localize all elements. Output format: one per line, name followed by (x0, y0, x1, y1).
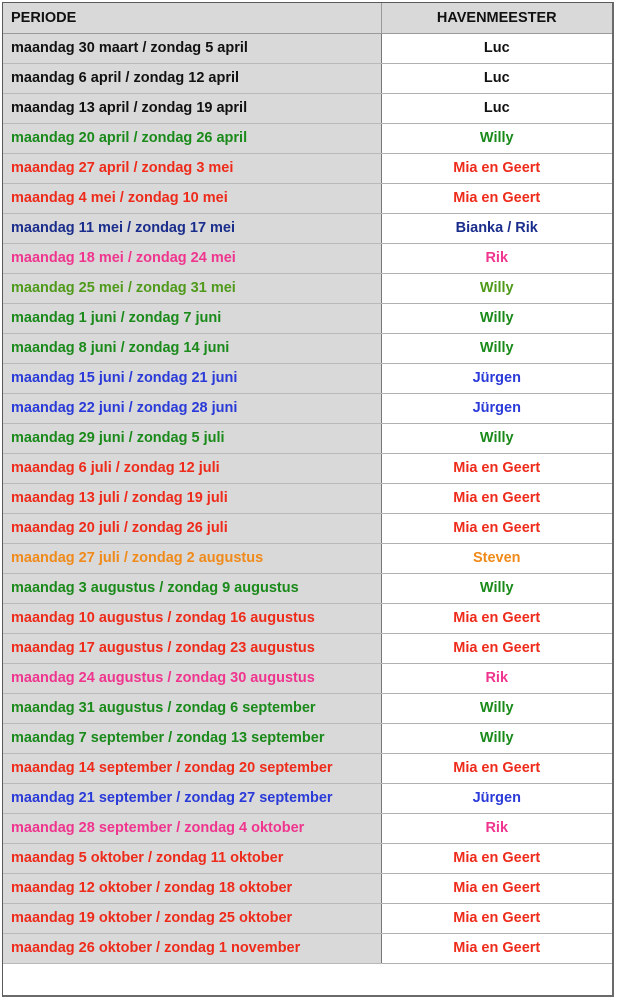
havenmeester-cell: Rik (381, 813, 612, 843)
periode-cell: maandag 21 september / zondag 27 september (3, 783, 381, 813)
havenmeester-cell: Willy (381, 273, 612, 303)
havenmeester-cell: Luc (381, 63, 612, 93)
table-row (3, 213, 612, 243)
havenmeester-cell: Jürgen (381, 783, 612, 813)
periode-cell: maandag 26 oktober / zondag 1 november (3, 933, 381, 963)
periode-cell: maandag 8 juni / zondag 14 juni (3, 333, 381, 363)
periode-cell: maandag 20 juli / zondag 26 juli (3, 513, 381, 543)
table-header-row (3, 3, 612, 33)
table-row (3, 603, 612, 633)
table-row (3, 813, 612, 843)
table-row (3, 453, 612, 483)
table-row (3, 393, 612, 423)
periode-cell: maandag 6 april / zondag 12 april (3, 63, 381, 93)
havenmeester-cell: Willy (381, 693, 612, 723)
table-row (3, 753, 612, 783)
havenmeester-cell: Mia en Geert (381, 933, 612, 963)
havenmeester-cell: Jürgen (381, 393, 612, 423)
table-row (3, 243, 612, 273)
table-row (3, 723, 612, 753)
table-row (3, 153, 612, 183)
table-row (3, 633, 612, 663)
havenmeester-cell: Mia en Geert (381, 153, 612, 183)
havenmeester-cell: Mia en Geert (381, 183, 612, 213)
periode-cell: maandag 15 juni / zondag 21 juni (3, 363, 381, 393)
periode-cell: maandag 4 mei / zondag 10 mei (3, 183, 381, 213)
havenmeester-cell: Mia en Geert (381, 513, 612, 543)
havenmeester-cell: Mia en Geert (381, 753, 612, 783)
havenmeester-cell: Rik (381, 663, 612, 693)
periode-cell: maandag 24 augustus / zondag 30 augustus (3, 663, 381, 693)
periode-cell: maandag 27 april / zondag 3 mei (3, 153, 381, 183)
havenmeester-cell: Willy (381, 423, 612, 453)
table-row (3, 783, 612, 813)
periode-cell: maandag 14 september / zondag 20 september (3, 753, 381, 783)
table-row (3, 873, 612, 903)
periode-cell: maandag 11 mei / zondag 17 mei (3, 213, 381, 243)
periode-cell: maandag 27 juli / zondag 2 augustus (3, 543, 381, 573)
periode-cell: maandag 20 april / zondag 26 april (3, 123, 381, 153)
periode-cell: maandag 10 augustus / zondag 16 augustus (3, 603, 381, 633)
periode-cell: maandag 22 juni / zondag 28 juni (3, 393, 381, 423)
table-row (3, 273, 612, 303)
periode-cell: maandag 12 oktober / zondag 18 oktober (3, 873, 381, 903)
periode-cell: maandag 30 maart / zondag 5 april (3, 33, 381, 63)
column-header-periode: PERIODE (3, 3, 381, 33)
periode-cell: maandag 17 augustus / zondag 23 augustus (3, 633, 381, 663)
periode-cell: maandag 13 april / zondag 19 april (3, 93, 381, 123)
havenmeester-cell: Willy (381, 723, 612, 753)
table-row (3, 183, 612, 213)
table-row (3, 333, 612, 363)
periode-cell: maandag 19 oktober / zondag 25 oktober (3, 903, 381, 933)
periode-cell: maandag 6 juli / zondag 12 juli (3, 453, 381, 483)
havenmeester-cell: Luc (381, 93, 612, 123)
periode-cell: maandag 5 oktober / zondag 11 oktober (3, 843, 381, 873)
havenmeester-cell: Rik (381, 243, 612, 273)
havenmeester-cell: Willy (381, 123, 612, 153)
periode-cell: maandag 1 juni / zondag 7 juni (3, 303, 381, 333)
periode-cell: maandag 29 juni / zondag 5 juli (3, 423, 381, 453)
table-row (3, 93, 612, 123)
periode-cell: maandag 13 juli / zondag 19 juli (3, 483, 381, 513)
periode-cell: maandag 7 september / zondag 13 september (3, 723, 381, 753)
havenmeester-cell: Mia en Geert (381, 903, 612, 933)
havenmeester-cell: Mia en Geert (381, 603, 612, 633)
table-row (3, 903, 612, 933)
column-header-havenmeester: HAVENMEESTER (381, 3, 612, 33)
havenmeester-cell: Mia en Geert (381, 873, 612, 903)
havenmeester-cell: Willy (381, 303, 612, 333)
table-row (3, 303, 612, 333)
table-row (3, 363, 612, 393)
havenmeester-cell: Mia en Geert (381, 453, 612, 483)
schedule-table (3, 3, 612, 964)
periode-cell: maandag 18 mei / zondag 24 mei (3, 243, 381, 273)
table-row (3, 423, 612, 453)
table-row (3, 573, 612, 603)
periode-cell: maandag 28 september / zondag 4 oktober (3, 813, 381, 843)
table-row (3, 513, 612, 543)
periode-cell: maandag 25 mei / zondag 31 mei (3, 273, 381, 303)
havenmeester-cell: Luc (381, 33, 612, 63)
havenmeester-cell: Jürgen (381, 363, 612, 393)
table-row (3, 663, 612, 693)
table-row (3, 483, 612, 513)
havenmeester-cell: Mia en Geert (381, 483, 612, 513)
table-row (3, 63, 612, 93)
havenmeester-cell: Bianka / Rik (381, 213, 612, 243)
periode-cell: maandag 31 augustus / zondag 6 september (3, 693, 381, 723)
havenmeester-cell: Steven (381, 543, 612, 573)
table-row (3, 933, 612, 963)
periode-cell: maandag 3 augustus / zondag 9 augustus (3, 573, 381, 603)
table-row (3, 123, 612, 153)
table-row (3, 543, 612, 573)
table-row (3, 693, 612, 723)
schedule-table-frame (2, 2, 614, 997)
havenmeester-cell: Willy (381, 573, 612, 603)
havenmeester-cell: Mia en Geert (381, 633, 612, 663)
havenmeester-cell: Mia en Geert (381, 843, 612, 873)
table-row (3, 843, 612, 873)
table-body (3, 33, 612, 963)
havenmeester-cell: Willy (381, 333, 612, 363)
table-row (3, 33, 612, 63)
